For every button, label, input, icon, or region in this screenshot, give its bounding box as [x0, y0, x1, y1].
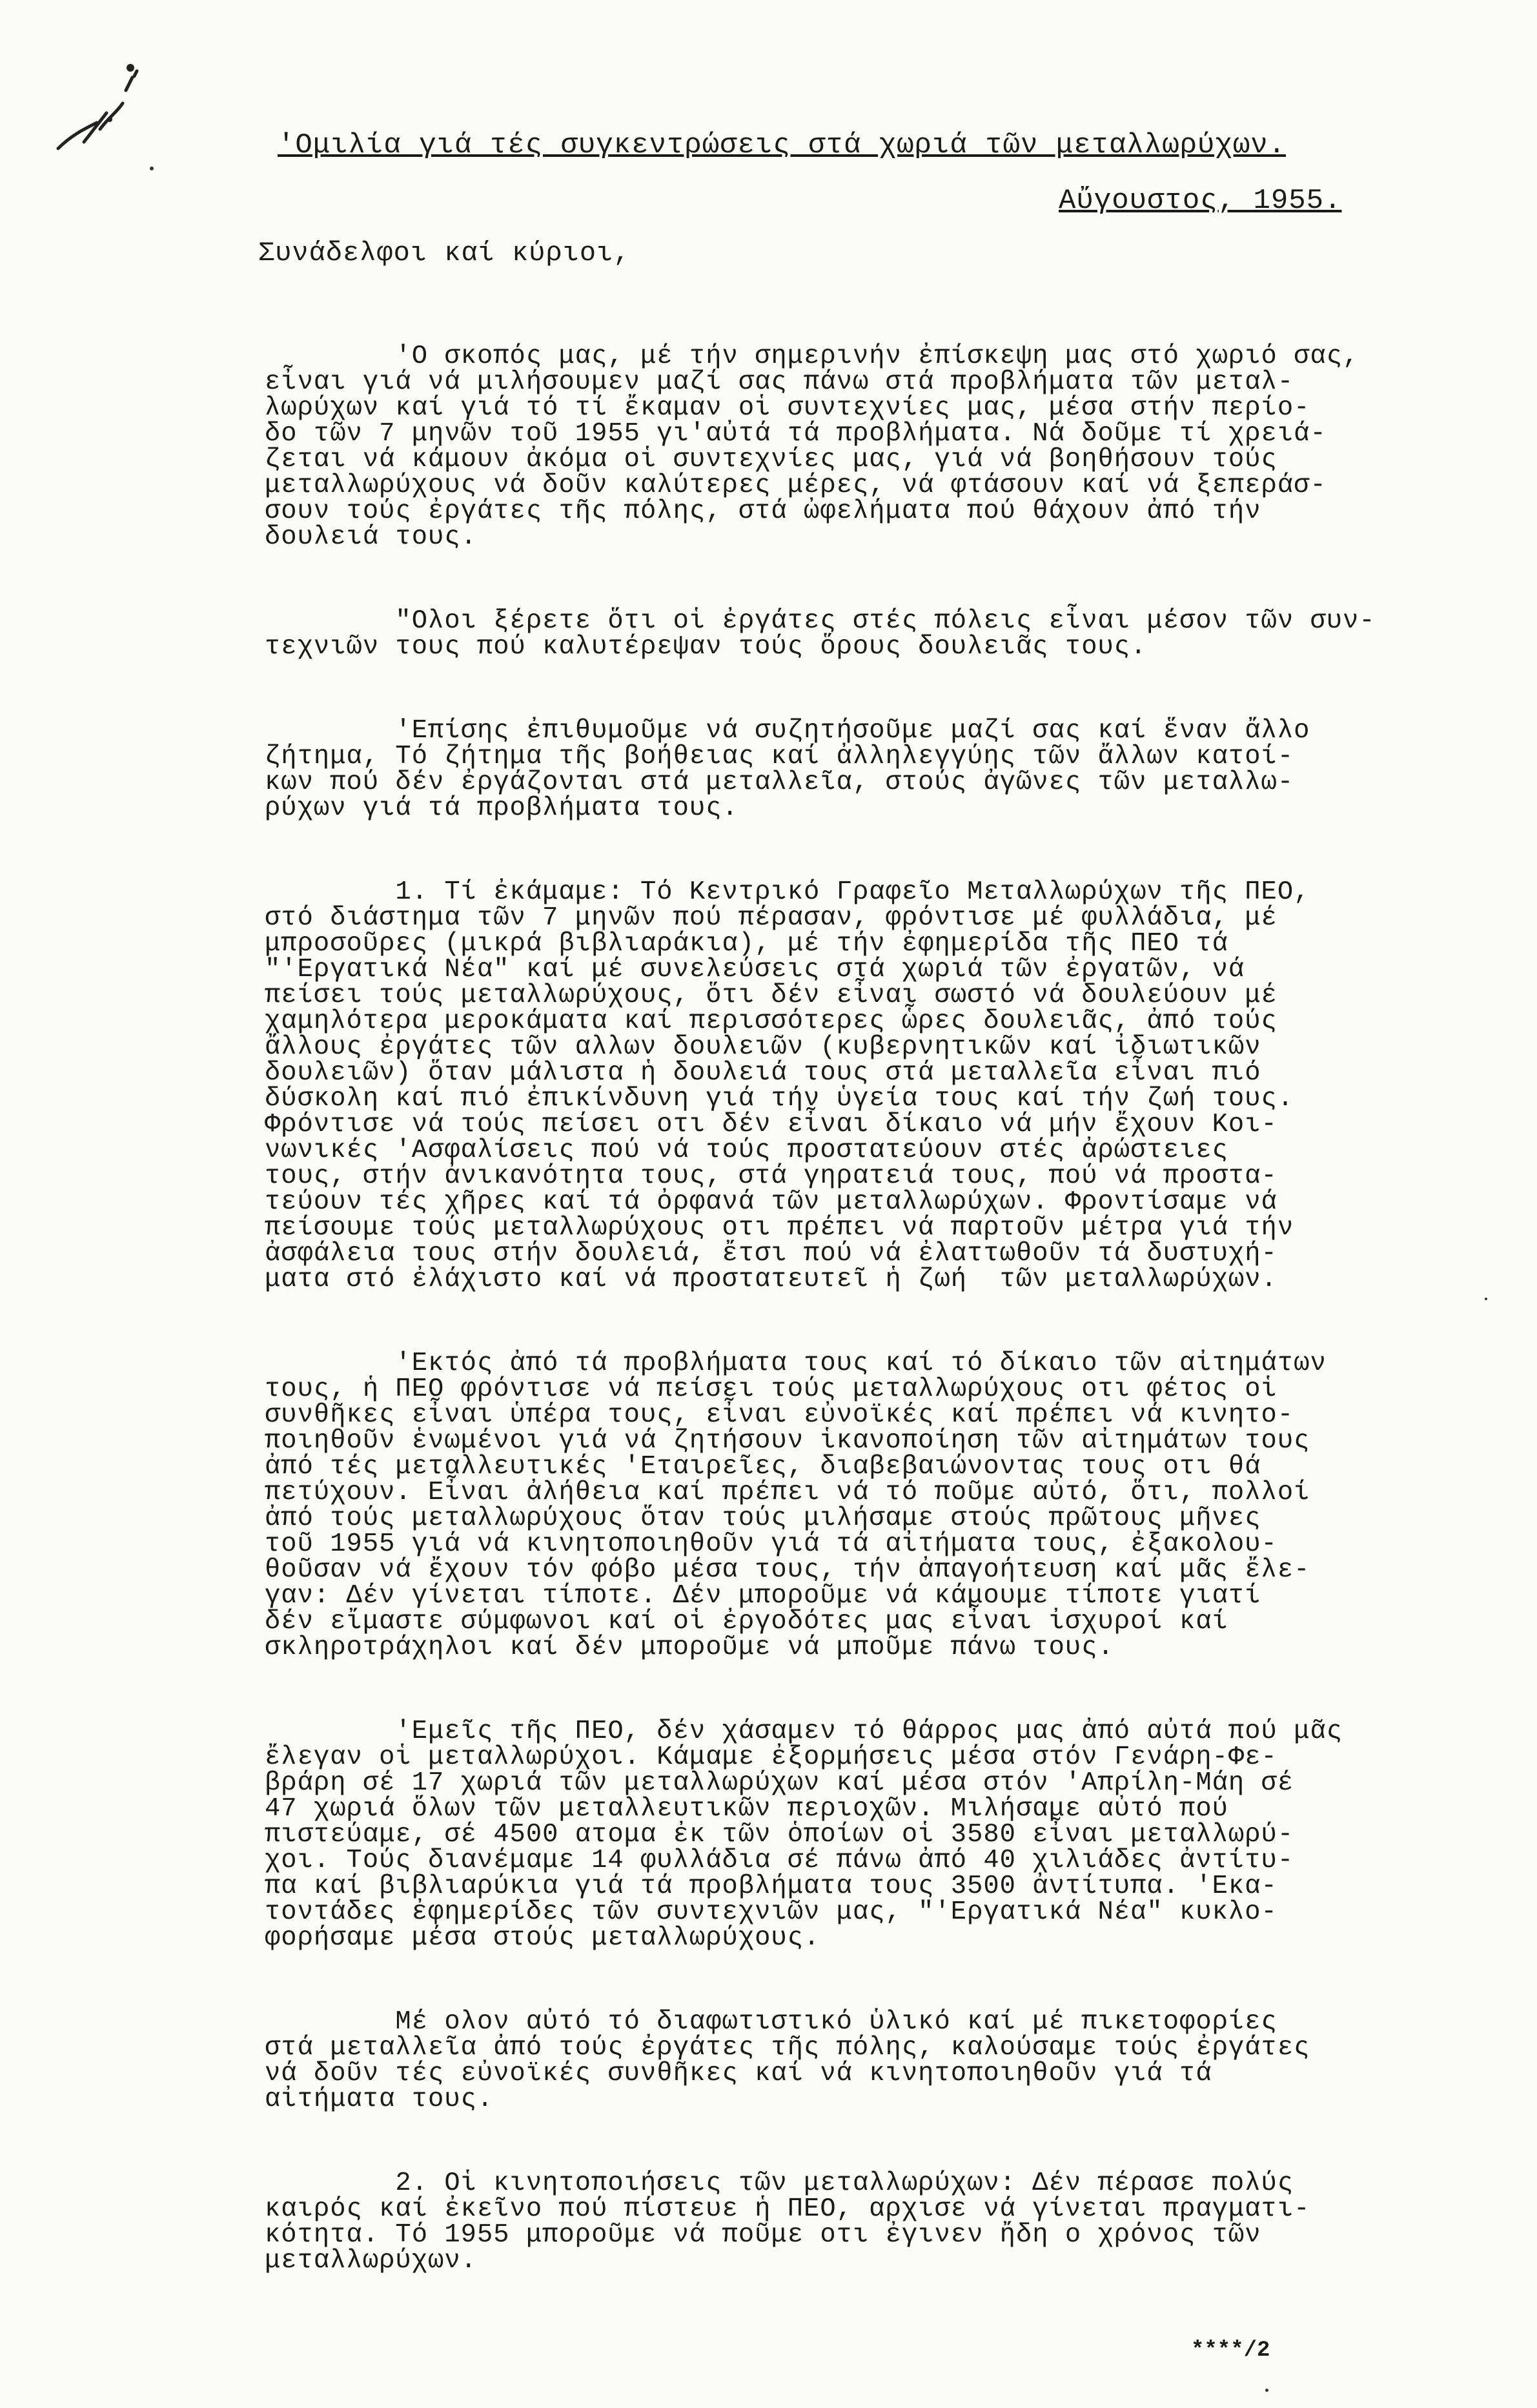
paragraph-mobilizations: 2. Οἱ κινητοποιήσεις τῶν μεταλλωρύχων: Δέν πέρασε πολύς καιρός καί ἐκεῖνο πού πίστευε ἡ ΠΕΟ, αρχισε νά γίνεται πραγματι- κότητα. Τό 1955 μποροῦμε νά ποῦμε οτι ἐγινεν ἤδη ο χρόνος τῶν μεταλλωρύχων.: [265, 2168, 1310, 2276]
paper-speck: [1485, 1298, 1487, 1300]
paragraph-city-workers: "Ολοι ξέρετε ὅτι οἱ ἐργάτες στές πόλεις εἶναι μέσον τῶν συν- τεχνιῶν τους πού καλυτέρεψαν τούς ὅρους δουλειᾶς τους.: [265, 606, 1376, 662]
paragraph-conditions: 'Εκτός ἀπό τά προβλήματα τους καί τό δίκαιο τῶν αἰτημάτων τους, ἡ ΠΕΟ φρόντισε νά πείσει τούς μεταλλωρύχους οτι φέτος οἱ συνθῆκες εἶναι ὑπέρα τους, εἶναι εὐνοϊκές καί πρέπει νά κινητο- ποιηθοῦν ἑνωμένοι γιά νά ζητήσουν ἱκανοποίηση τῶν αἰτημάτων τους ἀπό τές μεταλλευτικές 'Εταιρεῖες, διαβεβαιώνοντας τους οτι θά πετύχουν. Εἶναι ἀλήθεια καί πρέπει νά τό ποῦμε αὐτό, ὅτι, πολλοί ἀπό τούς μεταλλωρύχους ὅταν τούς μιλήσαμε στούς πρῶτους μῆνες τοῦ 1955 γιά νά κινητοποιηθοῦν γιά τά αἰτήματα τους, ἐξακολου- θοῦσαν νά ἔχουν τόν φόβο μέσα τους, τήν ἀπαγοήτευση καί μᾶς ἔλε- γαν: Δέν γίνεται τίποτε. Δέν μποροῦμε νά κάμουμε τίποτε γιατί δέν εἴμαστε σύμφωνοι καί οἱ ἐργοδότες μας εἶναι ἰσχυροί καί σκληροτράχηλοι καί δέν μποροῦμε νά μποῦμε πάνω τους.: [265, 1349, 1327, 1662]
document-date: Αὔγουστος, 1955.: [1059, 185, 1342, 217]
paper-speck: [150, 167, 154, 170]
paragraph-educational-material: Μέ ολον αὐτό τό διαφωτιστικό ὑλικό καί μέ πικετοφορίες στά μεταλλεῖα ἀπό τούς ἐργάτες τῆς πόλης, καλούσαμε τούς ἐργάτες νά δοῦν τές εὐνοϊκές συνθῆκες καί νά κινητοποιηθοῦν γιά τά αἰτήματα τους.: [265, 2007, 1310, 2114]
paragraph-peo-campaign: 'Εμεῖς τῆς ΠΕΟ, δέν χάσαμεν τό θάρρος μας ἀπό αὐτά πού μᾶς ἔλεγαν οἱ μεταλλωρύχοι. Κάμαμε ἐξορμήσεις μέσα στόν Γενάρη-Φε- βράρη σέ 17 χωριά τῶν μεταλλωρύχων καί μέσα στόν 'Απρίλη-Μάη σέ 47 χωριά ὅλων τῶν μεταλλευτικῶν περιοχῶν. Μιλήσαμε αὐτό πού πιστεύαμε, σέ 4500 ατομα ἐκ τῶν ὁποίων οἱ 3580 εἶναι μεταλλωρύ- χοι. Τούς διανέμαμε 14 φυλλάδια σέ πάνω ἀπό 40 χιλιάδες ἀντίτυ- πα καί βιβλιαρύκια γιά τά προβλήματα τους 3500 ἀντίτυπα. 'Εκα- τοντάδες ἐφημερίδες τῶν συντεχνιῶν μας, "'Εργατικά Νέα" κυκλο- φορήσαμε μέσα στούς μεταλλωρύχους.: [265, 1717, 1343, 1953]
salutation: Συνάδελφοι καί κύριοι,: [258, 238, 631, 269]
paragraph-solidarity: 'Επίσης ἐπιθυμοῦμε νά συζητήσοῦμε μαζί σας καί ἕναν ἄλλο ζήτημα, Τό ζήτημα τῆς βοήθειας καί ἀλληλεγγύης τῶν ἄλλων κατοί- κων πού δέν ἐργάζονται στά μεταλλεῖα, στούς ἀγῶνες τῶν μεταλλω- ρύχων γιά τά προβλήματα τους.: [265, 716, 1310, 823]
document-body: [265, 292, 1530, 2332]
margin-scribble-mark: [45, 52, 142, 155]
page-number-mark: ****/2: [1191, 2338, 1270, 2363]
paragraph-purpose: 'Ο σκοπός μας, μέ τήν σημερινήν ἐπίσκεψη μας στό χωριό σας, εἶναι γιά νά μιλήσουμεν μαζί σας πάνω στά προβλήματα τῶν μεταλ- λωρύχων καί γιά τό τί ἔκαμαν οἱ συντεχνίες μας, μέσα στήν περίο- δο τῶν 7 μηνῶν τοῦ 1955 γι'αὐτά τά προβλήματα. Νά δοῦμε τί χρειά- ζεται νά κάμουν ἀκόμα οἱ συντεχνίες μας, γιά νά βοηθήσουν τούς μεταλλωρύχους νά δοῦν καλύτερες μέρες, νά φτάσουν καί νά ξεπεράσ- σουν τούς ἐργάτες τῆς πόλης, στά ὠφελήματα πού θάχουν ἀπό τήν δουλειά τους.: [265, 342, 1359, 552]
paragraph-what-we-did: 1. Τί ἐκάμαμε: Τό Κεντρικό Γραφεῖο Μεταλλωρύχων τῆς ΠΕΟ, στό διάστημα τῶν 7 μηνῶν πού πέρασαν, φρόντισε μέ φυλλάδια, μέ μπροσοῦρες (μικρά βιβλιαράκια), μέ τήν ἐφημερίδα τῆς ΠΕΟ τά "'Εργατικά Νέα" καί μέ συνελεύσεις στά χωριά τῶν ἐργατῶν, νά πείσει τούς μεταλλωρύχους, ὅτι δέν εἶναι σωστό νά δουλεύουν μέ χαμηλότερα μεροκάματα καί περισσότερες ὧρες δουλειᾶς, ἀπό τούς ἄλλους ἐργάτες τῶν αλλων δουλειῶν (κυβερνητικῶν καί ἰδιωτικῶν δουλειῶν) ὅταν μάλιστα ἡ δουλειά τους στά μεταλλεῖα εἶναι πιό δύσκολη καί πιό ἐπικίνδυνη γιά τήν ὑγεία τους καί τήν ζωή τους. Φρόντισε νά τούς πείσει οτι δέν εἶναι δίκαιο νά μήν ἔχουν Κοι- νωνικές 'Ασφαλίσεις πού νά τούς προστατεύουν στές ἀρώστειες τους, στήν ἀνικανότητα τους, στά γηρατειά τους, πού νά προστα- τεύουν τές χῆρες καί τά ὀρφανά τῶν μεταλλωρύχων. Φροντίσαμε νά πείσουμε τούς μεταλλωρύχους οτι πρέπει νά παρτοῦν μέτρα γιά τήν ἀσφάλεια τους στήν δουλειά, ἔτσι πού νά ἐλαττωθοῦν τά δυστυχή- ματα στό ἐλάχιστο καί νά προστατευτεῖ ἡ ζωή τῶν μεταλλωρύχων.: [265, 877, 1310, 1294]
document-title: 'Ομιλία γιά τές συγκεντρώσεις στά χωριά τῶν μεταλλωρύχων.: [278, 129, 1287, 161]
paper-speck: [1265, 2389, 1268, 2392]
